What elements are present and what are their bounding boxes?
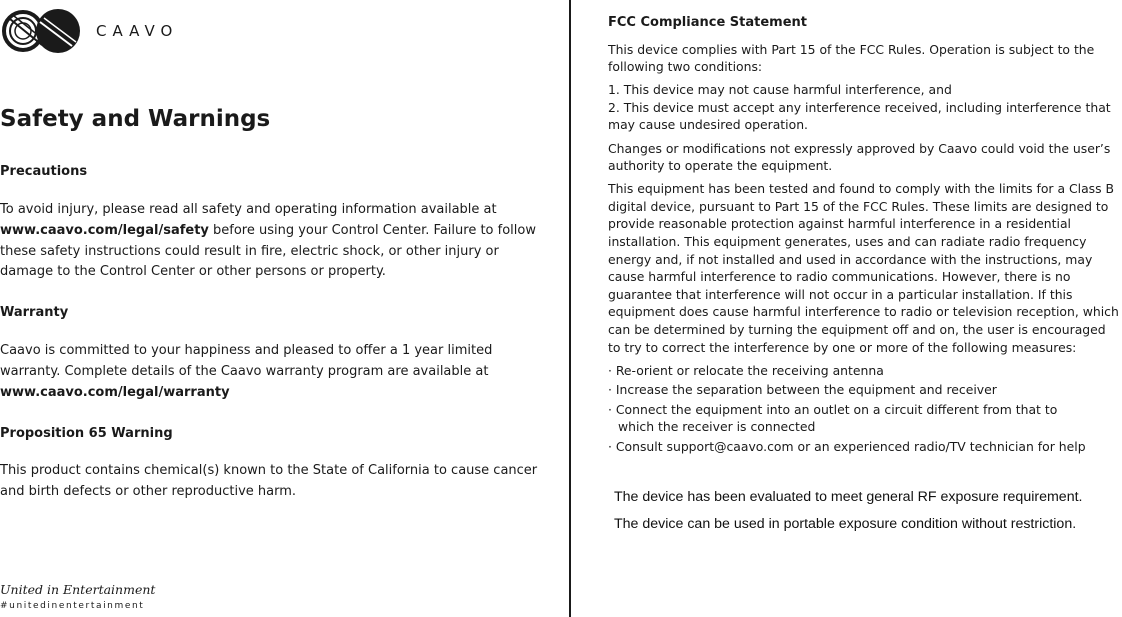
page-title: Safety and Warnings [0, 106, 271, 132]
caavo-logo [0, 8, 178, 54]
fcc-measures-list [608, 362, 1120, 456]
precautions-text [0, 200, 548, 283]
caavo-logo-mark-icon [0, 8, 82, 54]
fcc-conditions [608, 81, 1120, 134]
list-item: · Increase the separation between the equipment and receiver [608, 382, 997, 398]
brand-name: CAAVO [96, 22, 179, 40]
warranty-link[interactable]: www.caavo.com/legal/warranty [0, 384, 230, 400]
fcc-condition-1: 1. This device may not cause harmful interference, and [608, 82, 952, 98]
fcc-condition-2: 2. This device must accept any interference received, including interference that may cause undesired operation. [608, 99, 1111, 133]
fcc-statement [608, 14, 1120, 460]
fcc-tested: This equipment has been tested and found to comply with the limits for a Class B digital device, pursuant to Part 15 of the FCC Rules. These limits are designed to provide reasonable protection against harmful interference in a residential installation. This equipment generates, uses and can radiate radio frequency energy and, if not installed and used in accordance with the instructions, may cause harmful interference to radio communications. However, there is no guarantee that interference will not occur in a particular installation. If this equipment does cause harmful interference to radio or television reception, which can be determined by turning the equipment off and on, the user is encouraged to try to correct the interference by one or more of the following measures: [608, 181, 1119, 355]
hashtag: #unitedinentertainment [0, 601, 145, 611]
rf-exposure-statement-1: The device has been evaluated to meet general RF exposure requirement. [614, 489, 1083, 505]
slogan: United in Entertainment [0, 582, 156, 597]
prop65-heading: Proposition 65 Warning [0, 426, 173, 441]
warranty-text-before: Caavo is committed to your happiness and pleased to offer a 1 year limited warranty. Complete details of the Caavo warranty program are available at [0, 343, 493, 379]
list-item: · Connect the equipment into an outlet on a circuit different from that to [608, 401, 1058, 417]
fcc-changes: Changes or modifications not expressly approved by Caavo could void the user’s authority to operate the equipment. [608, 140, 1111, 174]
list-item: · Re-orient or relocate the receiving antenna [608, 362, 884, 378]
precautions-text-after: before using your Control Center. Failure to follow these safety instructions could result in fire, electric shock, or other injury or damage to the Control Center or other persons or property. [0, 222, 536, 280]
precautions-text-before: To avoid injury, please read all safety and operating information available at [0, 202, 497, 217]
rf-exposure-statement-2: The device can be used in portable exposure condition without restriction. [614, 516, 1077, 532]
prop65-text: This product contains chemical(s) known to the State of California to cause cancer and birth defects or other reproductive harm. [0, 463, 538, 499]
warranty-heading: Warranty [0, 305, 69, 320]
safety-link[interactable]: www.caavo.com/legal/safety [0, 222, 209, 238]
warranty-text [0, 341, 548, 403]
fcc-title: FCC Compliance Statement [608, 15, 808, 30]
column-divider [569, 0, 571, 617]
precautions-heading: Precautions [0, 164, 88, 179]
fcc-intro: This device complies with Part 15 of the FCC Rules. Operation is subject to the following two conditions: [608, 41, 1095, 75]
list-item: · Consult support@caavo.com or an experienced radio/TV technician for help [608, 439, 1086, 455]
list-item: which the receiver is connected [618, 419, 816, 435]
